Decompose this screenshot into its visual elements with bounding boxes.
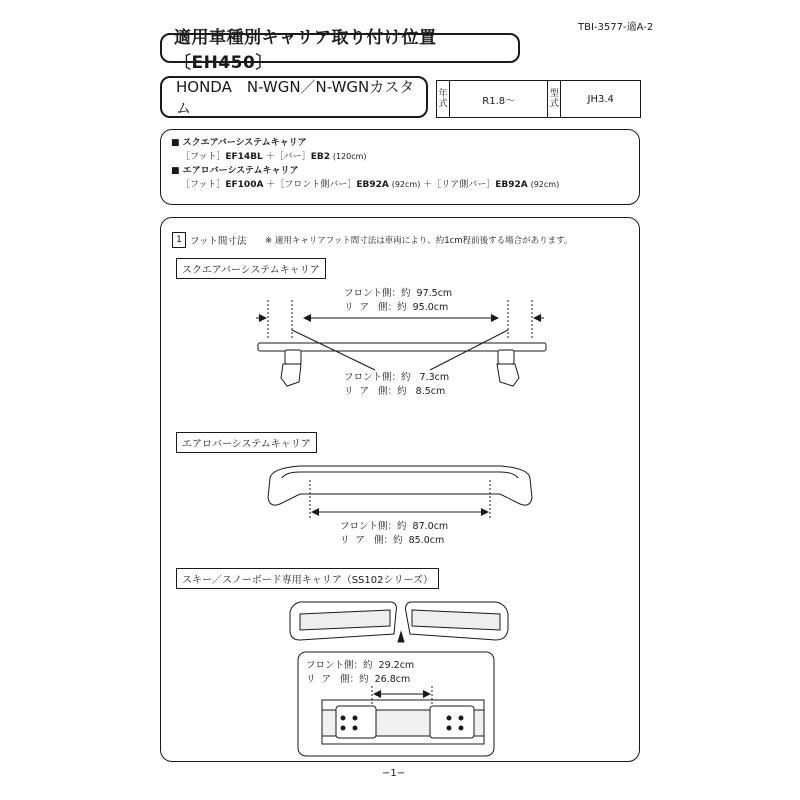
type-label: 型式 xyxy=(548,81,561,118)
year-label: 年式 xyxy=(437,81,450,118)
page-number: −1− xyxy=(382,768,406,779)
square-front-total: フロント側：約 97.5cm xyxy=(344,288,453,299)
aero-rear: リ ア 側：約 85.0cm xyxy=(340,535,445,546)
aero-carrier-heading: ■ エアロバーシステムキャリア xyxy=(171,166,299,176)
aero-carrier-parts: ［フット］EF100A ＋［フロント側バー］EB92A (92cm) ＋［リア側バー］EB92A (92cm) xyxy=(181,180,560,190)
year-value: R1.8〜 xyxy=(450,81,548,118)
square-total-measurements xyxy=(344,287,452,315)
square-rear-total: リ ア 側：約 95.0cm xyxy=(344,302,449,313)
section-note: ※ 適用キャリアフット間寸法は車両により、約1cm程前後する場合があります。 xyxy=(265,236,573,246)
aero-system-label: エアロバーシステムキャリア xyxy=(176,432,317,453)
section-number: 1 xyxy=(172,232,186,248)
square-carrier-parts: ［フット］EF14BL ＋［バー］EB2 (120cm) xyxy=(181,152,367,162)
ski-rear: リ ア 側：約 26.8cm xyxy=(306,674,411,685)
square-front-offset: フロント側：約 7.3cm xyxy=(344,372,450,383)
aero-measurements xyxy=(340,520,448,548)
page-title: 適用車種別キャリア取り付け位置〔EH450〕 xyxy=(160,33,520,63)
aero-front: フロント側：約 87.0cm xyxy=(340,521,449,532)
ski-system-label: スキー／スノーボード専用キャリア（SS102シリーズ） xyxy=(176,568,439,589)
aero-bar-illustration xyxy=(268,466,532,520)
section-title: フット間寸法 xyxy=(190,236,247,247)
square-rear-offset: リ ア 側：約 8.5cm xyxy=(344,386,446,397)
ski-front: フロント側：約 29.2cm xyxy=(306,660,415,671)
square-offset-measurements xyxy=(344,371,449,399)
square-carrier-heading: ■ スクエアバーシステムキャリア xyxy=(171,138,307,148)
vehicle-model: HONDA N-WGN／N-WGNカスタム xyxy=(160,76,428,118)
square-system-label: スクエアバーシステムキャリア xyxy=(176,258,326,279)
ski-measurements xyxy=(306,659,414,687)
type-value: JH3.4 xyxy=(561,81,641,118)
document-code: TBI-3577-適A-2 xyxy=(578,22,654,33)
